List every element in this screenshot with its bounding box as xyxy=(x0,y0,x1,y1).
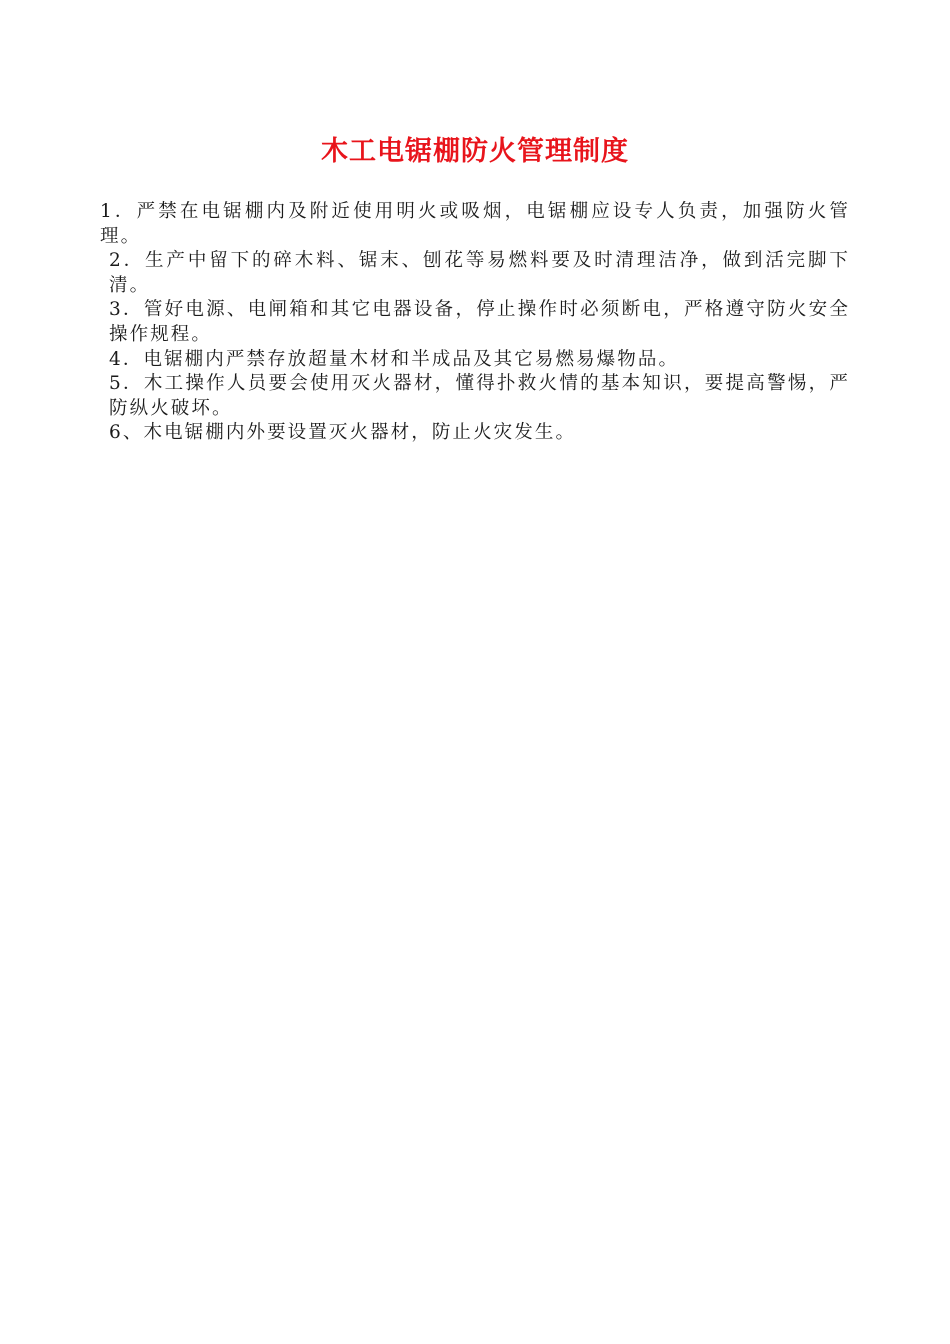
document-title: 木工电锯棚防火管理制度 xyxy=(321,136,629,167)
rule-paragraph-2: 2．生产中留下的碎木料、锯末、刨花等易燃料要及时清理洁净，做到活完脚下清。 xyxy=(109,250,850,296)
rule-paragraph-4: 4．电锯棚内严禁存放超量木材和半成品及其它易燃易爆物品。 xyxy=(109,348,680,370)
rule-paragraph-3: 3．管好电源、电闸箱和其它电器设备，停止操作时必须断电，严格遵守防火安全操作规程。 xyxy=(109,299,850,345)
rule-paragraph-1: 1．严禁在电锯棚内及附近使用明火或吸烟，电锯棚应设专人负责，加强防火管理。 xyxy=(100,201,850,247)
rule-paragraph-5: 5．木工操作人员要会使用灭火器材，懂得扑救火情的基本知识，要提高警惕，严防纵火破坏。 xyxy=(109,373,850,419)
rule-paragraph-6: 6、木电锯棚内外要设置灭火器材，防止火灾发生。 xyxy=(109,422,577,444)
document-body xyxy=(100,200,850,446)
